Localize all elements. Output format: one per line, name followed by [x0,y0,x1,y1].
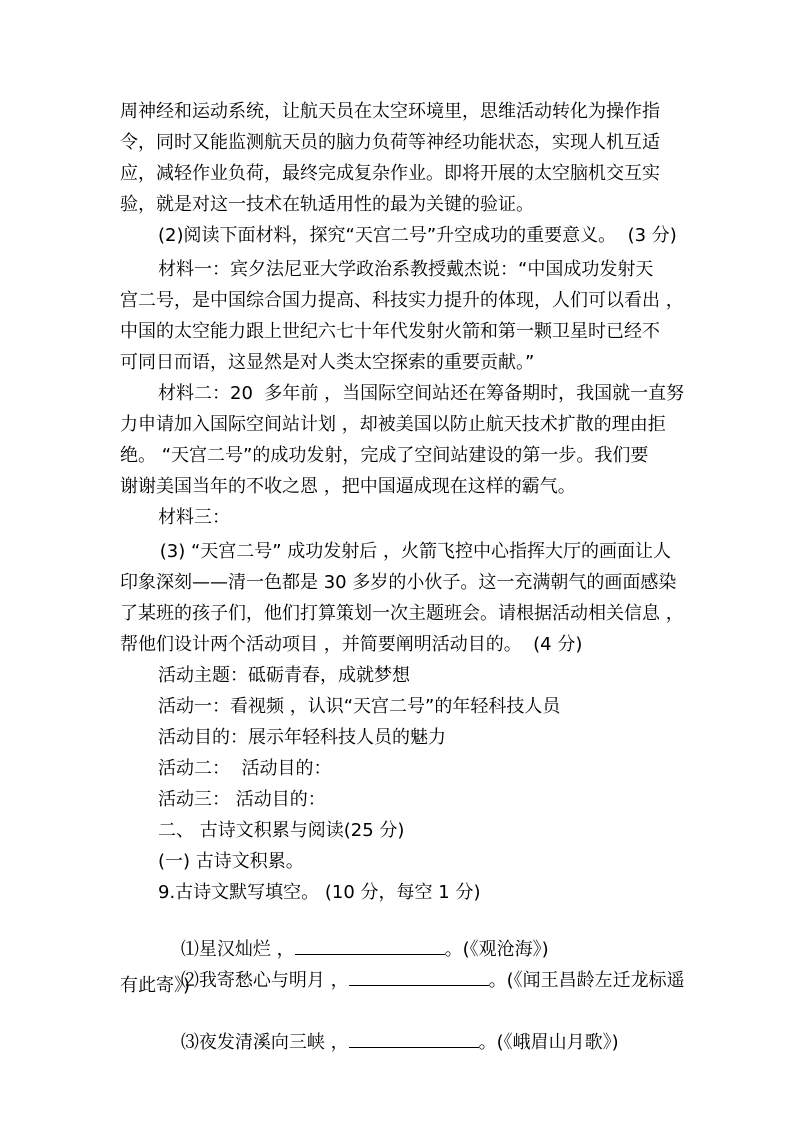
activity-theme: 活动主题：砥砺青春，成就梦想 [158,665,410,686]
activity-one: 活动一：看视频 ，认识“天宫二号”的年轻科技人员 [158,696,561,717]
question-2: (2)阅读下面材料，探究“天宫二号”升空成功的重要意义。 (3 分) [158,225,677,246]
material-3: 材料三： [158,507,230,528]
paragraph-line: 应，减轻作业负荷，最终完成复杂作业。即将开展的太空脑机交互实 [120,163,660,184]
poem-1-suffix: 。(《观沧海》) [444,939,549,960]
paragraph-line: 验，就是对这一技术在轨适用性的最为关键的验证。 [120,194,534,215]
material-2-line: 力申请加入国际空间站计划 ，却被美国以防止航天技术扩散的理由拒 [120,414,666,435]
paragraph-line: 令，同时又能监测航天员的脑力负荷等神经功能状态，实现人机互适 [120,132,660,153]
activity-two: 活动二： 活动目的： [158,758,332,779]
paragraph-line: 周神经和运动系统，让航天员在太空环境里，思维活动转化为操作指 [120,101,660,122]
section-2-heading: 二、 古诗文积累与阅读(25 分) [158,820,405,841]
activity-one-goal: 活动目的：展示年轻科技人员的魅力 [158,727,446,748]
material-1-line: 材料一：宾夕法尼亚大学政治系教授戴杰说：“中国成功发射天 [158,259,654,280]
material-1-line: 中国的太空能力跟上世纪六七十年代发射火箭和第一颗卫星时已经不 [120,321,660,342]
poem-2-prefix: ⑵我寄愁心与明月 ， [180,970,349,991]
poem-1-prefix: ⑴星汉灿烂 ， [180,939,295,960]
poem-3-suffix: 。(《峨眉山月歌》) [478,1032,619,1053]
poem-3-prefix: ⑶夜发清溪向三峡 ， [180,1032,349,1053]
question-9: 9.古诗文默写填空。 (10 分，每空 1 分) [158,882,481,903]
question-3-line: 帮他们设计两个活动项目 ，并简要阐明活动目的。 (4 分) [120,634,583,655]
poem-3-line [158,1005,619,1079]
poem-2-continuation: 有此寄》) [120,975,191,996]
material-1-line: 可同日而语，这显然是对人类太空探索的重要贡献。” [120,352,535,373]
question-3-line: 印象深刻——清一色都是 30 多岁的小伙子。这一充满朝气的画面感染 [120,572,677,593]
question-3-line: (3) “天宫二号” 成功发射后 ，火箭飞控中心指挥大厅的画面让人 [154,541,672,562]
poem-2-blank[interactable] [349,967,489,986]
material-2-line: 谢谢美国当年的不收之恩 ，把中国逼成现在这样的霸气。 [120,476,576,497]
poem-2-suffix: 。(《闻王昌龄左迁龙标遥 [488,970,685,991]
question-3-line: 了某班的孩子们，他们打算策划一次主题班会。请根据活动相关信息 ， [120,603,684,624]
subsection-1-heading: (一) 古诗文积累。 [158,851,304,872]
material-2-line: 绝。 “天宫二号”的成功发射，完成了空间站建设的第一步。我们要 [120,445,649,466]
material-2-line: 材料二：20 多年前 ，当国际空间站还在筹备期时，我国就一直努 [158,383,685,404]
activity-three: 活动三： 活动目的： [158,789,326,810]
poem-3-blank[interactable] [349,1029,479,1048]
material-1-line: 宫二号，是中国综合国力提高、科技实力提升的体现，人们可以看出 ， [120,290,684,311]
